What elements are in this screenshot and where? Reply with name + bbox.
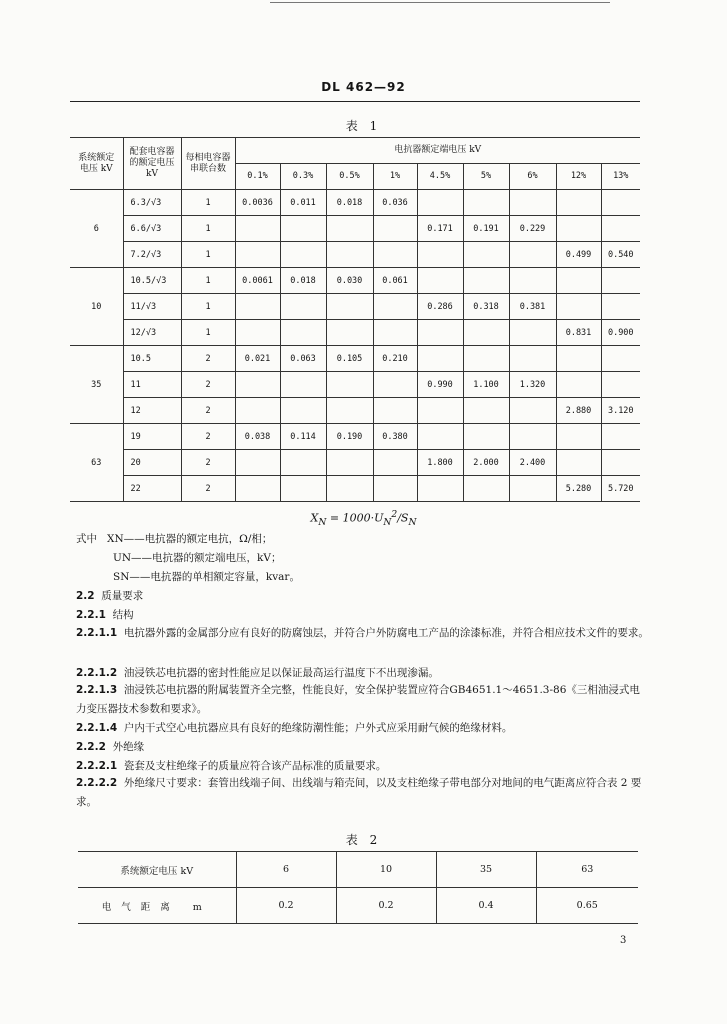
reactor-voltage-cell <box>601 268 640 294</box>
section-2-2-1-4 <box>76 720 650 735</box>
reactor-voltage-cell: 3.120 <box>601 398 640 424</box>
reactor-voltage-cell: 0.061 <box>373 268 417 294</box>
reactor-voltage-cell <box>509 268 556 294</box>
capacitor-voltage-cell: 11 <box>123 372 181 398</box>
reactor-voltage-cell <box>373 372 417 398</box>
table-row <box>70 476 640 502</box>
section-2-2-2 <box>76 739 650 754</box>
header-rule <box>70 101 640 102</box>
section-number: 2.2.1.2 <box>76 667 118 679</box>
series-count-cell: 2 <box>181 372 235 398</box>
reactor-voltage-cell: 0.229 <box>509 216 556 242</box>
section-text: 瓷套及支柱绝缘子的质量应符合该产品标准的质量要求。 <box>123 760 387 772</box>
section-text: 外绝缘尺寸要求：套管出线端子间、出线端与箱壳间，以及支柱绝缘子带电部分对地间的电气距离应符合表 2 要求。 <box>76 777 642 808</box>
header-pct: 0.3% <box>280 164 326 190</box>
table-row <box>70 398 640 424</box>
reactor-voltage-cell: 0.105 <box>326 346 373 372</box>
table2-cell: 6 <box>236 852 336 888</box>
reactor-voltage-cell <box>326 320 373 346</box>
header-pct: 0.1% <box>235 164 280 190</box>
reactor-voltage-cell <box>463 398 509 424</box>
reactor-voltage-cell <box>373 476 417 502</box>
row-label-electrical-distance: 电气距离 m <box>78 888 236 924</box>
section-2-2-1-2 <box>76 665 650 680</box>
table2-cell: 0.2 <box>336 888 436 924</box>
table2-cell: 63 <box>536 852 638 888</box>
reactor-voltage-cell <box>235 216 280 242</box>
page-number: 3 <box>620 935 627 946</box>
reactor-voltage-cell: 0.900 <box>601 320 640 346</box>
capacitor-voltage-cell: 12 <box>123 398 181 424</box>
reactor-voltage-cell: 0.190 <box>326 424 373 450</box>
section-number: 2.2.2 <box>76 741 106 753</box>
reactor-voltage-cell <box>463 268 509 294</box>
reactor-voltage-cell: 0.286 <box>417 294 463 320</box>
table2-cell: 10 <box>336 852 436 888</box>
reactor-voltage-cell <box>417 268 463 294</box>
reactor-voltage-cell: 2.400 <box>509 450 556 476</box>
header-pct: 6% <box>509 164 556 190</box>
legend-line-3: SN——电抗器的单相额定容量，kvar。 <box>113 571 300 583</box>
header-pct: 13% <box>601 164 640 190</box>
reactor-voltage-cell: 0.380 <box>373 424 417 450</box>
reactor-voltage-cell: 0.0061 <box>235 268 280 294</box>
system-voltage-cell: 35 <box>70 346 123 424</box>
reactor-voltage-cell: 0.191 <box>463 216 509 242</box>
table1-caption: 表 1 <box>345 119 382 133</box>
reactor-voltage-cell <box>509 346 556 372</box>
top-edge-rule <box>270 2 610 4</box>
reactor-voltage-cell <box>509 320 556 346</box>
section-2-2-2-1 <box>76 758 650 773</box>
reactor-voltage-cell <box>463 242 509 268</box>
capacitor-voltage-cell: 6.3/√3 <box>123 190 181 216</box>
system-voltage-cell: 63 <box>70 424 123 502</box>
header-reactor-voltage-group: 电抗器额定端电压 kV <box>235 138 640 164</box>
table-row <box>70 320 640 346</box>
section-number: 2.2.1 <box>76 609 106 621</box>
reactor-voltage-cell <box>509 190 556 216</box>
section-text: 油浸铁芯电抗器的附属装置齐全完整，性能良好，安全保护装置应符合GB4651.1～4651.3-86《三相油浸式电力变压器技术参数和要求》。 <box>76 684 640 715</box>
reactor-voltage-cell: 0.0036 <box>235 190 280 216</box>
reactor-voltage-cell <box>417 476 463 502</box>
table2-cell: 35 <box>436 852 536 888</box>
header-system-voltage: 系统额定电压 kV <box>70 138 123 190</box>
reactance-formula: $X_N = 1000\cdot U_N^2/S_N$ <box>310 509 417 528</box>
reactor-voltage-cell: 0.063 <box>280 346 326 372</box>
series-count-cell: 1 <box>181 294 235 320</box>
reactor-voltage-cell: 0.990 <box>417 372 463 398</box>
section-number: 2.2 <box>76 590 95 602</box>
reactor-voltage-cell <box>280 320 326 346</box>
reactor-voltage-cell <box>417 398 463 424</box>
series-count-cell: 2 <box>181 476 235 502</box>
capacitor-voltage-cell: 10.5 <box>123 346 181 372</box>
series-count-cell: 1 <box>181 190 235 216</box>
reactor-voltage-cell <box>417 242 463 268</box>
legend-prefix: 式中 <box>76 533 97 545</box>
table-row <box>70 294 640 320</box>
reactor-voltage-cell <box>463 424 509 450</box>
reactor-voltage-cell <box>417 424 463 450</box>
series-count-cell: 1 <box>181 268 235 294</box>
section-2-2-2-2 <box>76 774 650 812</box>
reactor-voltage-cell: 5.280 <box>556 476 601 502</box>
series-count-cell: 2 <box>181 398 235 424</box>
reactor-voltage-cell: 1.100 <box>463 372 509 398</box>
reactor-voltage-cell: 2.000 <box>463 450 509 476</box>
reactor-voltage-cell <box>601 190 640 216</box>
section-2-2 <box>76 588 650 603</box>
reactor-voltage-cell: 0.171 <box>417 216 463 242</box>
capacitor-voltage-cell: 20 <box>123 450 181 476</box>
reactor-voltage-cell: 0.831 <box>556 320 601 346</box>
table2-cell: 0.2 <box>236 888 336 924</box>
section-number: 2.2.1.4 <box>76 722 118 734</box>
reactor-voltage-cell: 0.499 <box>556 242 601 268</box>
reactor-voltage-cell <box>601 372 640 398</box>
reactor-voltage-cell <box>235 372 280 398</box>
reactor-voltage-table <box>70 137 640 502</box>
reactor-voltage-cell <box>601 424 640 450</box>
reactor-voltage-cell <box>235 242 280 268</box>
system-voltage-cell: 6 <box>70 190 123 268</box>
section-number: 2.2.1.1 <box>76 627 118 639</box>
series-count-cell: 1 <box>181 216 235 242</box>
table2-cell: 0.65 <box>536 888 638 924</box>
reactor-voltage-cell <box>556 268 601 294</box>
reactor-voltage-cell: 0.318 <box>463 294 509 320</box>
row-label-system-voltage: 系统额定电压 kV <box>78 852 236 888</box>
table-row <box>70 190 640 216</box>
reactor-voltage-cell: 1.320 <box>509 372 556 398</box>
series-count-cell: 1 <box>181 320 235 346</box>
reactor-voltage-cell: 0.210 <box>373 346 417 372</box>
reactor-voltage-cell <box>601 450 640 476</box>
capacitor-voltage-cell: 7.2/√3 <box>123 242 181 268</box>
header-pct: 5% <box>463 164 509 190</box>
reactor-voltage-cell <box>280 242 326 268</box>
reactor-voltage-cell <box>326 476 373 502</box>
reactor-voltage-cell: 0.011 <box>280 190 326 216</box>
reactor-voltage-cell <box>556 372 601 398</box>
reactor-voltage-cell <box>556 294 601 320</box>
section-text: 电抗器外露的金属部分应有良好的防腐蚀层，并符合户外防腐电工产品的涂漆标准，并符合相应技术文件的要求。 <box>123 627 649 639</box>
standard-code-header: DL 462—92 <box>321 80 406 94</box>
reactor-voltage-cell <box>326 242 373 268</box>
table-row <box>70 268 640 294</box>
table-row <box>70 372 640 398</box>
series-count-cell: 1 <box>181 242 235 268</box>
reactor-voltage-cell <box>280 372 326 398</box>
reactor-voltage-cell <box>235 294 280 320</box>
reactor-voltage-cell <box>326 398 373 424</box>
reactor-voltage-cell <box>509 424 556 450</box>
section-text: 外绝缘 <box>112 741 145 753</box>
legend-line-1 <box>76 531 650 546</box>
reactor-voltage-cell <box>601 294 640 320</box>
header-pct: 4.5% <box>417 164 463 190</box>
reactor-voltage-cell: 1.800 <box>417 450 463 476</box>
reactor-voltage-cell <box>373 320 417 346</box>
header-capacitor-voltage: 配套电容器的额定电压 kV <box>123 138 181 190</box>
reactor-voltage-cell <box>373 398 417 424</box>
reactor-voltage-cell <box>417 346 463 372</box>
section-number: 2.2.1.3 <box>76 684 118 696</box>
reactor-voltage-cell <box>556 450 601 476</box>
reactor-voltage-cell <box>417 320 463 346</box>
capacitor-voltage-cell: 10.5/√3 <box>123 268 181 294</box>
reactor-voltage-cell <box>509 476 556 502</box>
capacitor-voltage-cell: 6.6/√3 <box>123 216 181 242</box>
reactor-voltage-cell: 0.540 <box>601 242 640 268</box>
section-text: 户内干式空心电抗器应具有良好的绝缘防潮性能；户外式应采用耐气候的绝缘材料。 <box>123 722 513 734</box>
legend-line-2: UN——电抗器的额定端电压，kV； <box>113 552 282 564</box>
section-number: 2.2.2.1 <box>76 760 118 772</box>
reactor-voltage-cell <box>280 216 326 242</box>
reactor-voltage-cell <box>556 216 601 242</box>
series-count-cell: 2 <box>181 424 235 450</box>
section-2-2-1-1 <box>76 624 650 643</box>
reactor-voltage-cell <box>235 476 280 502</box>
reactor-voltage-cell <box>373 242 417 268</box>
table2-cell: 0.4 <box>436 888 536 924</box>
reactor-voltage-cell <box>601 216 640 242</box>
legend-item: XN——电抗器的额定电抗，Ω/相； <box>107 533 273 545</box>
reactor-voltage-cell <box>280 294 326 320</box>
reactor-voltage-cell: 5.720 <box>601 476 640 502</box>
reactor-voltage-cell: 0.038 <box>235 424 280 450</box>
reactor-voltage-cell: 0.030 <box>326 268 373 294</box>
table-row <box>70 346 640 372</box>
reactor-voltage-cell: 2.880 <box>556 398 601 424</box>
reactor-voltage-cell: 0.021 <box>235 346 280 372</box>
reactor-voltage-cell <box>326 372 373 398</box>
reactor-voltage-cell <box>463 320 509 346</box>
reactor-voltage-cell <box>235 398 280 424</box>
section-number: 2.2.2.2 <box>76 777 118 789</box>
table-row <box>70 242 640 268</box>
reactor-voltage-cell <box>556 190 601 216</box>
reactor-voltage-cell <box>326 216 373 242</box>
table-row <box>70 216 640 242</box>
header-pct: 12% <box>556 164 601 190</box>
reactor-voltage-cell: 0.018 <box>280 268 326 294</box>
header-series-count: 每相电容器串联台数 <box>181 138 235 190</box>
reactor-voltage-cell <box>373 450 417 476</box>
reactor-voltage-cell <box>280 398 326 424</box>
reactor-voltage-cell <box>280 450 326 476</box>
reactor-voltage-cell: 0.018 <box>326 190 373 216</box>
capacitor-voltage-cell: 12/√3 <box>123 320 181 346</box>
capacitor-voltage-cell: 11/√3 <box>123 294 181 320</box>
reactor-voltage-cell <box>509 398 556 424</box>
reactor-voltage-cell <box>373 294 417 320</box>
section-2-2-1-3 <box>76 681 650 719</box>
capacitor-voltage-cell: 22 <box>123 476 181 502</box>
reactor-voltage-cell <box>373 216 417 242</box>
reactor-voltage-cell <box>601 346 640 372</box>
electrical-distance-table <box>78 851 638 924</box>
reactor-voltage-cell <box>326 450 373 476</box>
system-voltage-cell: 10 <box>70 268 123 346</box>
capacitor-voltage-cell: 19 <box>123 424 181 450</box>
reactor-voltage-cell <box>463 190 509 216</box>
section-2-2-1 <box>76 607 650 622</box>
section-text: 油浸铁芯电抗器的密封性能应足以保证最高运行温度下不出现渗漏。 <box>123 667 439 679</box>
reactor-voltage-cell <box>326 294 373 320</box>
reactor-voltage-cell: 0.381 <box>509 294 556 320</box>
header-pct: 1% <box>373 164 417 190</box>
section-text: 质量要求 <box>101 590 144 602</box>
reactor-voltage-cell <box>235 320 280 346</box>
reactor-voltage-cell <box>280 476 326 502</box>
series-count-cell: 2 <box>181 346 235 372</box>
reactor-voltage-cell <box>556 346 601 372</box>
series-count-cell: 2 <box>181 450 235 476</box>
reactor-voltage-cell: 0.036 <box>373 190 417 216</box>
reactor-voltage-cell: 0.114 <box>280 424 326 450</box>
table-row <box>70 424 640 450</box>
reactor-voltage-cell <box>463 346 509 372</box>
table2-caption: 表 2 <box>345 833 382 847</box>
reactor-voltage-cell <box>463 476 509 502</box>
reactor-voltage-cell <box>509 242 556 268</box>
reactor-voltage-cell <box>417 190 463 216</box>
header-pct: 0.5% <box>326 164 373 190</box>
reactor-voltage-cell <box>556 424 601 450</box>
reactor-voltage-cell <box>235 450 280 476</box>
table-row <box>70 450 640 476</box>
section-text: 结构 <box>112 609 134 621</box>
